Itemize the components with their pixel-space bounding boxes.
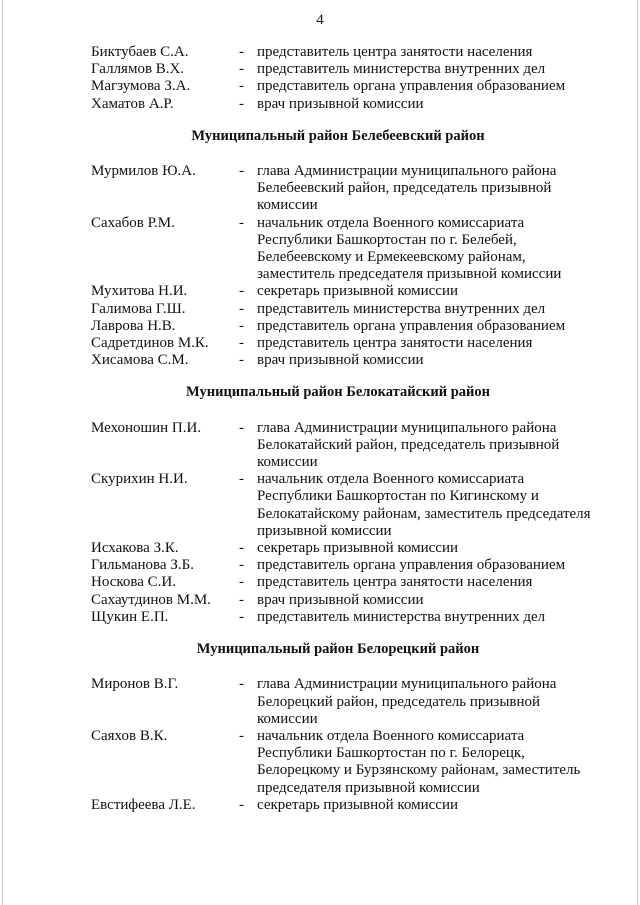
- section-heading: Муниципальный район Белокатайский район: [186, 384, 490, 401]
- member-row: [91, 283, 591, 300]
- member-role: врач призывной комиссии: [257, 591, 424, 608]
- dash: -: [239, 78, 244, 95]
- member-role: представитель органа управления образованием: [257, 78, 566, 95]
- member-name: Хисамова С.М.: [91, 352, 189, 369]
- member-row: [91, 592, 591, 609]
- dash: -: [239, 557, 244, 574]
- dash: -: [239, 540, 244, 557]
- member-row: [91, 574, 591, 591]
- dash: -: [239, 95, 244, 112]
- member-name: Исхакова З.К.: [91, 540, 179, 557]
- member-row: [91, 540, 591, 557]
- member-row: [91, 335, 591, 352]
- dash: -: [239, 317, 244, 334]
- page-edge-right: [637, 0, 638, 905]
- member-role: врач призывной комиссии: [257, 95, 424, 112]
- member-row: [91, 215, 591, 284]
- section-heading: Муниципальный район Белебеевский район: [191, 127, 485, 144]
- member-row: [91, 676, 591, 728]
- member-role: начальник отдела Военного комиссариата Республики Башкортостан по г. Белебей, Белебеевскому и Ермекеевскому районам, заместитель председателя призывной комиссии: [257, 214, 562, 283]
- member-role: начальник отдела Военного комиссариата Республики Башкортостан по Кигинскому и Белокатайскому районам, заместитель председателя призывной комиссии: [257, 471, 591, 539]
- member-role: секретарь призывной комиссии: [257, 796, 459, 813]
- member-row: [91, 352, 591, 369]
- member-name: Сахабов Р.М.: [91, 214, 175, 231]
- member-name: Носкова С.И.: [91, 574, 177, 591]
- member-row: [91, 163, 591, 215]
- dash: -: [239, 471, 244, 488]
- member-name: Биктубаев С.А.: [91, 44, 189, 60]
- member-role: представитель центра занятости населения: [257, 574, 533, 591]
- member-name: Магзумова З.А.: [91, 78, 191, 95]
- member-role: глава Администрации муниципального района Белебеевский район, председатель призывной комиссии: [257, 163, 557, 214]
- member-role: представитель центра занятости населения: [257, 44, 533, 60]
- member-role: представитель министерства внутренних дел: [257, 300, 546, 317]
- member-role: начальник отдела Военного комиссариата Республики Башкортостан по г. Белорецк, Белорецкому и Бурзянскому районам, заместитель председателя призывной комиссии: [257, 727, 581, 796]
- member-row: [91, 420, 591, 472]
- member-row: [91, 318, 591, 335]
- member-role: представитель министерства внутренних дел: [257, 608, 546, 625]
- dash: -: [239, 591, 244, 608]
- member-name: Мехоношин П.И.: [91, 419, 202, 436]
- member-row: [91, 797, 591, 814]
- member-name: Садретдинов М.К.: [91, 335, 209, 352]
- member-role: врач призывной комиссии: [257, 352, 424, 369]
- dash: -: [239, 676, 244, 693]
- member-name: Евстифеева Л.Е.: [91, 796, 196, 813]
- member-name: Хаматов А.Р.: [91, 95, 174, 112]
- commission-list: [91, 44, 591, 814]
- member-row: [91, 557, 591, 574]
- member-name: Гильманова З.Б.: [91, 557, 194, 574]
- dash: -: [239, 574, 244, 591]
- member-role: глава Администрации муниципального района Белорецкий район, председатель призывной комиссии: [257, 676, 557, 727]
- dash: -: [239, 163, 244, 180]
- member-role: секретарь призывной комиссии: [257, 540, 459, 557]
- member-name: Галлямов В.Х.: [91, 61, 185, 78]
- member-role: представитель органа управления образованием: [257, 317, 566, 334]
- member-row: [91, 728, 591, 797]
- dash: -: [239, 283, 244, 300]
- member-role: глава Администрации муниципального района Белокатайский район, председатель призывной комиссии: [257, 419, 560, 471]
- dash: -: [239, 44, 244, 60]
- member-row: [91, 609, 591, 626]
- member-role: представитель органа управления образованием: [257, 557, 566, 574]
- dash: -: [239, 419, 244, 436]
- dash: -: [239, 335, 244, 352]
- member-name: Мурмилов Ю.А.: [91, 163, 196, 180]
- member-row: [91, 44, 591, 61]
- dash: -: [239, 608, 244, 625]
- dash: -: [239, 727, 244, 744]
- member-row: [91, 471, 591, 540]
- member-name: Галимова Г.Ш.: [91, 300, 186, 317]
- member-row: [91, 301, 591, 318]
- member-row: [91, 78, 591, 95]
- member-name: Щукин Е.П.: [91, 608, 169, 625]
- page-number: 4: [316, 12, 324, 28]
- member-role: секретарь призывной комиссии: [257, 283, 459, 300]
- member-name: Мухитова Н.И.: [91, 283, 188, 300]
- dash: -: [239, 352, 244, 369]
- member-row: [91, 61, 591, 78]
- page-edge-left: [2, 0, 3, 905]
- member-name: Сахаутдинов М.М.: [91, 591, 211, 608]
- member-role: представитель министерства внутренних дел: [257, 61, 546, 78]
- section-heading: Муниципальный район Белорецкий район: [196, 641, 480, 658]
- dash: -: [239, 796, 244, 813]
- member-name: Скурихин Н.И.: [91, 471, 188, 488]
- member-name: Лаврова Н.В.: [91, 317, 176, 334]
- member-name: Миронов В.Г.: [91, 676, 179, 693]
- member-row: [91, 96, 591, 113]
- member-name: Саяхов В.К.: [91, 727, 168, 744]
- member-role: представитель центра занятости населения: [257, 335, 533, 352]
- dash: -: [239, 61, 244, 78]
- dash: -: [239, 214, 244, 231]
- dash: -: [239, 300, 244, 317]
